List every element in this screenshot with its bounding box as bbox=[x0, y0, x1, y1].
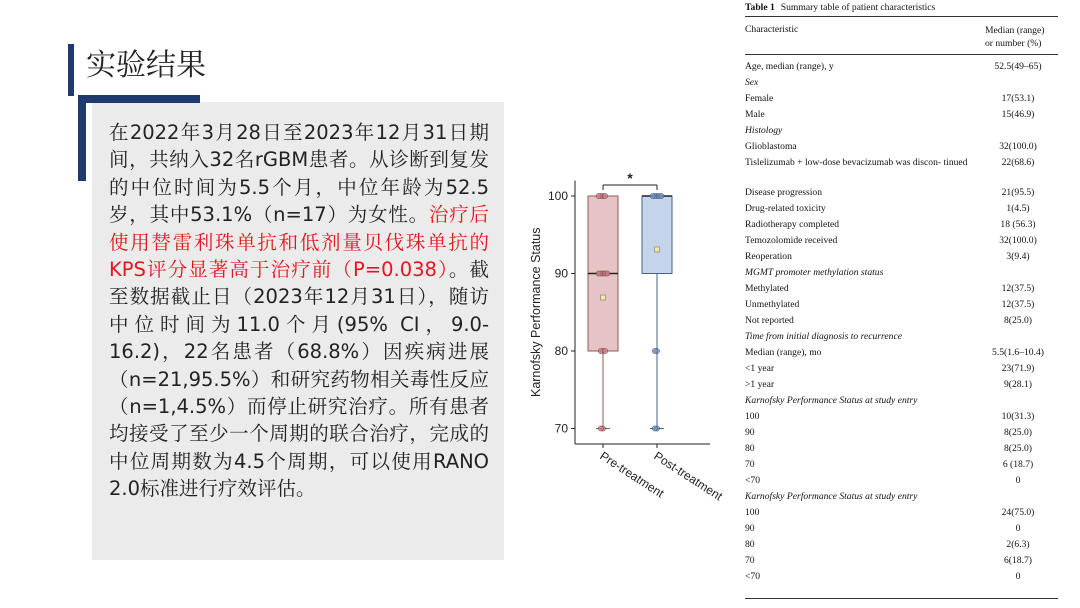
table-cell-value: 8(25.0) bbox=[1004, 427, 1032, 438]
patient-characteristics-table bbox=[745, 0, 1065, 608]
box-corner-horizontal bbox=[78, 95, 200, 103]
table-cell-value: 12(37.5) bbox=[1001, 299, 1035, 310]
table-row bbox=[745, 555, 1058, 571]
table-row bbox=[745, 363, 1058, 379]
table-cell-characteristic: Male bbox=[745, 109, 765, 120]
table-cell-value: 22(68.6) bbox=[1001, 157, 1035, 168]
table-cell-characteristic: Karnofsky Performance Status at study entry bbox=[745, 491, 918, 502]
table-cell-value: 23(71.9) bbox=[1001, 363, 1035, 374]
significance-star: * bbox=[627, 170, 633, 186]
table-row bbox=[745, 507, 1058, 523]
table-row bbox=[745, 539, 1058, 555]
table-cell-characteristic: Reoperation bbox=[745, 251, 792, 262]
table-header-value-line2: or number (%) bbox=[985, 38, 1042, 49]
table-cell-characteristic: 90 bbox=[745, 427, 755, 438]
table-row bbox=[745, 299, 1058, 315]
table-caption bbox=[745, 2, 935, 13]
table-cell-characteristic: 80 bbox=[745, 539, 755, 550]
table-cell-characteristic: 70 bbox=[745, 459, 755, 470]
table-row bbox=[745, 235, 1058, 251]
table-cell-characteristic: Median (range), mo bbox=[745, 347, 822, 358]
pre-treatment-data-point bbox=[603, 193, 608, 198]
table-top-rule bbox=[745, 16, 1058, 17]
table-row bbox=[745, 187, 1058, 203]
y-tick-label: 100 bbox=[547, 189, 568, 203]
table-cell-value: 17(53.1) bbox=[1001, 93, 1035, 104]
table-caption-label: Table 1 bbox=[745, 2, 775, 13]
table-cell-characteristic: Methylated bbox=[745, 283, 789, 294]
table-cell-value: 1(4.5) bbox=[1006, 203, 1030, 214]
table-header-characteristic: Characteristic bbox=[745, 24, 799, 35]
table-cell-value: 6(18.7) bbox=[1004, 555, 1032, 566]
table-cell-characteristic: <70 bbox=[745, 475, 761, 486]
table-cell-characteristic: 100 bbox=[745, 507, 760, 518]
table-cell-characteristic: Sex bbox=[745, 77, 759, 88]
table-cell-characteristic: 70 bbox=[745, 555, 755, 566]
table-cell-characteristic: >1 year bbox=[745, 379, 775, 390]
pre-treatment-mean-marker bbox=[601, 295, 606, 300]
table-row bbox=[745, 157, 1058, 173]
table-row bbox=[745, 61, 1058, 77]
table-cell-characteristic: <70 bbox=[745, 571, 761, 582]
paragraph-highlight: 治疗后使用替雷利珠单抗和低剂量贝伐珠单抗的KPS评分显著高于治疗前（P=0.038） bbox=[109, 203, 489, 282]
table-row bbox=[745, 459, 1058, 475]
table-row bbox=[745, 315, 1058, 331]
post-treatment-box bbox=[642, 196, 672, 274]
table-caption-text: Summary table of patient characteristics bbox=[780, 2, 936, 13]
paragraph-part1: 在2022年3月28日至2023年12月31日期间，共纳入32名rGBM患者。从诊断到复发的中位时间为5.5个月，中位年龄为52.5岁，其中53.1%（n=17）为女性。 bbox=[109, 121, 489, 227]
table-cell-value: 0 bbox=[1015, 571, 1021, 582]
title-accent-bar bbox=[68, 44, 74, 96]
table-cell-characteristic: 80 bbox=[745, 443, 755, 454]
table-cell-value: 5.5(1.6–10.4) bbox=[992, 347, 1044, 358]
y-tick-label: 70 bbox=[554, 421, 568, 436]
post-treatment-mean-marker bbox=[655, 247, 660, 252]
table-cell-value: 52.5(49–65) bbox=[994, 61, 1042, 72]
table-cell-characteristic: 100 bbox=[745, 411, 760, 422]
table-section-row bbox=[745, 395, 1058, 411]
table-section-row bbox=[745, 125, 1058, 141]
table-row bbox=[745, 141, 1058, 157]
table-cell-characteristic: Karnofsky Performance Status at study entry bbox=[745, 395, 918, 406]
post-treatment-data-point bbox=[652, 348, 657, 353]
table-section-row bbox=[745, 331, 1058, 347]
slide-title: 实验结果 bbox=[86, 48, 206, 83]
table-cell-value: 2(6.3) bbox=[1006, 539, 1030, 550]
y-axis-label: Karnofsky Performance Status bbox=[529, 227, 543, 398]
table-row bbox=[745, 379, 1058, 395]
pre-treatment-data-point bbox=[596, 193, 601, 198]
x-tick-label: Pre-treatment bbox=[597, 448, 667, 501]
table-cell-characteristic: 90 bbox=[745, 523, 755, 534]
box-corner-vertical bbox=[78, 95, 86, 181]
table-header-value-line1: Median (range) bbox=[985, 25, 1045, 36]
post-treatment-data-point bbox=[652, 426, 657, 431]
pre-treatment-data-point bbox=[596, 271, 601, 276]
table-cell-characteristic: <1 year bbox=[745, 363, 775, 374]
y-tick-label: 90 bbox=[554, 266, 568, 281]
table-cell-value: 24(75.0) bbox=[1001, 507, 1035, 518]
table-cell-characteristic: Female bbox=[745, 93, 774, 104]
table-section-row bbox=[745, 77, 1058, 93]
table-cell-value: 10(31.3) bbox=[1001, 411, 1035, 422]
x-tick-label: Post-treatment bbox=[651, 448, 725, 504]
y-tick-label: 80 bbox=[554, 344, 568, 358]
table-section-row bbox=[745, 267, 1058, 283]
table-section-row bbox=[745, 491, 1058, 507]
table-cell-value: 32(100.0) bbox=[999, 141, 1037, 152]
table-cell-characteristic: Tislelizumab + low-dose bevacizumab was discon- tinued bbox=[745, 157, 968, 168]
table-cell-characteristic: Temozolomide received bbox=[745, 235, 838, 246]
table-cell-value: 9(28.1) bbox=[1004, 379, 1032, 390]
table-bottom-rule bbox=[745, 598, 1058, 599]
table-cell-characteristic: Drug-related toxicity bbox=[745, 203, 826, 214]
post-treatment-data-point bbox=[650, 193, 655, 198]
table-cell-value: 18 (56.3) bbox=[1000, 219, 1036, 230]
table-cell-value: 21(95.5) bbox=[1001, 187, 1035, 198]
table-row bbox=[745, 427, 1058, 443]
table-header-rule bbox=[745, 54, 1058, 55]
post-treatment-data-point bbox=[659, 193, 664, 198]
table-cell-characteristic: Histology bbox=[745, 125, 783, 136]
table-cell-value: 6 (18.7) bbox=[1002, 459, 1034, 470]
table-row bbox=[745, 283, 1058, 299]
table-row bbox=[745, 219, 1058, 235]
table-row bbox=[745, 523, 1058, 539]
table-row bbox=[745, 109, 1058, 125]
table-cell-value: 0 bbox=[1015, 475, 1021, 486]
table-row bbox=[745, 571, 1058, 587]
table-row bbox=[745, 411, 1058, 427]
table-cell-characteristic: Age, median (range), y bbox=[745, 61, 834, 72]
table-cell-characteristic: Glioblastoma bbox=[745, 141, 797, 152]
table-cell-value: 12(37.5) bbox=[1001, 283, 1035, 294]
table-cell-characteristic: MGMT promoter methylation status bbox=[745, 267, 884, 278]
table-cell-characteristic: Unmethylated bbox=[745, 299, 800, 310]
pre-treatment-data-point bbox=[598, 426, 603, 431]
table-row bbox=[745, 93, 1058, 109]
table-row bbox=[745, 203, 1058, 219]
table-cell-value: 3(9.4) bbox=[1006, 251, 1030, 262]
table-cell-value: 8(25.0) bbox=[1004, 443, 1032, 454]
table-cell-value: 8(25.0) bbox=[1004, 315, 1032, 326]
results-paragraph bbox=[109, 119, 489, 503]
table-row bbox=[745, 475, 1058, 491]
table-cell-characteristic: Disease progression bbox=[745, 187, 822, 198]
kps-boxplot bbox=[520, 168, 735, 513]
table-cell-characteristic: Not reported bbox=[745, 315, 794, 326]
table-cell-value: 15(46.9) bbox=[1001, 109, 1035, 120]
table-row bbox=[745, 443, 1058, 459]
pre-treatment-data-point bbox=[603, 348, 608, 353]
paragraph-part2: 。截至数据截止日（2023年12月31日），随访中位时间为11.0个月(95% CI，9.0-16.2)，22名患者（68.8%）因疾病进展（n=21,95.5%）和研究药物相关毒性反应（n=1,4.5%）而停止研究治疗。所有患者均接受了至少一个周期的联合治疗，完成的中位周期数为4.5个周期，可以使用RANO 2.0标准进行疗效评估。 bbox=[109, 258, 489, 501]
table-row bbox=[745, 251, 1058, 267]
table-cell-value: 0 bbox=[1015, 523, 1021, 534]
pre-treatment-data-point bbox=[605, 271, 610, 276]
table-cell-characteristic: Radiotherapy completed bbox=[745, 219, 840, 230]
table-cell-characteristic: Time from initial diagnosis to recurrence bbox=[745, 331, 902, 342]
table-header-value bbox=[985, 24, 1060, 50]
table-row bbox=[745, 347, 1058, 363]
table-cell-value: 32(100.0) bbox=[999, 235, 1037, 246]
